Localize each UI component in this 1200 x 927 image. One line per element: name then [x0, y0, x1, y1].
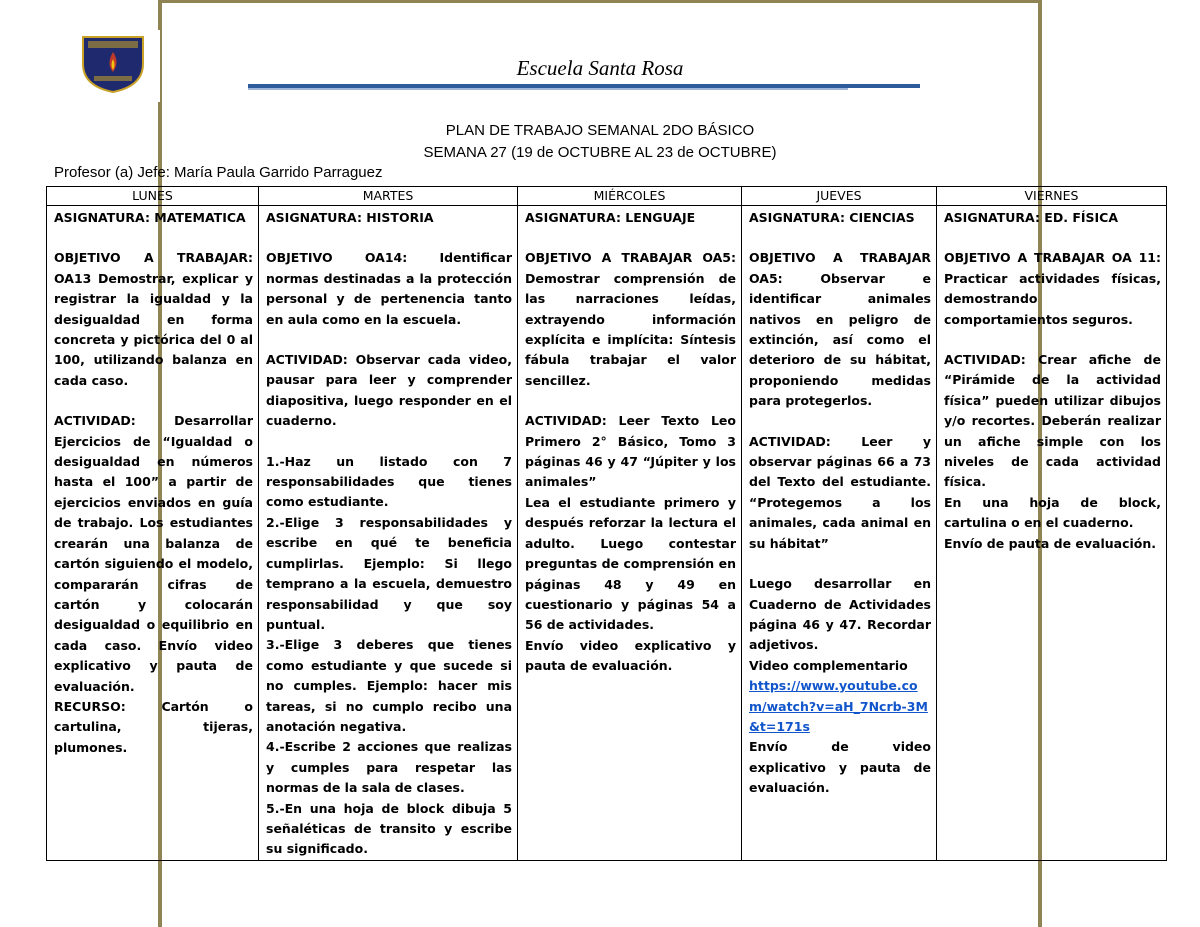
- cell-viernes: [937, 206, 1167, 861]
- activity-text: ACTIVIDAD: Crear afiche de “Pirámide de la actividad física” pueden utilizar dibujos y/o recortes. Deberán realizar un afiche simple con los niveles de cada actividad física.: [944, 352, 1161, 490]
- subject-label: ASIGNATURA: LENGUAJE: [525, 210, 696, 225]
- column-header-jueves: JUEVES: [742, 187, 937, 206]
- plan-title: PLAN DE TRABAJO SEMANAL 2DO BÁSICO: [445, 122, 755, 139]
- subject-label: ASIGNATURA: HISTORIA: [266, 210, 434, 225]
- header-underline-shadow: [248, 88, 848, 90]
- detail-text: Lea el estudiante primero y después reforzar la lectura el adulto. Luego contestar preguntas de comprensión en páginas 48 y 49 en cuestionario y páginas 54 a 56 de actividades.: [525, 494, 736, 633]
- table-header-row: [47, 187, 1167, 206]
- resource-text: RECURSO: Cartón o cartulina, tijeras, plumones.: [54, 698, 253, 755]
- cell-lunes: [47, 206, 259, 861]
- activity-text: ACTIVIDAD: Leer Texto Leo Primero 2° Básico, Tomo 3 páginas 46 y 47 “Júpiter y los animales”: [525, 413, 736, 490]
- activity-text: ACTIVIDAD: Desarrollar Ejercicios de “Igualdad o desigualdad en números hasta el 100” a partir de ejercicios enviados en guía de trabajo. Los estudiantes crearán una balanza de cartón siguiendo el modelo, compararán cifras de cartón y colocarán desigualdad o equilibrio en cada caso. Envío video explicativo y pauta de evaluación.: [54, 413, 253, 694]
- weekly-plan-table: [46, 186, 1167, 861]
- table-row: [47, 206, 1167, 861]
- column-header-viernes: VIERNES: [937, 187, 1167, 206]
- step-item: 5.-En una hoja de block dibuja 5 señaléticas de transito y escribe su significado.: [266, 800, 512, 857]
- detail-text: Luego desarrollar en Cuaderno de Actividades página 46 y 47. Recordar adjetivos.: [749, 576, 931, 653]
- activity-text: ACTIVIDAD: Leer y observar páginas 66 a 73 del Texto del estudiante. “Protegemos a los animales, cada animal en su hábitat”: [749, 433, 931, 551]
- school-crest-icon: [80, 34, 146, 94]
- cell-martes: [259, 206, 518, 861]
- subject-label: ASIGNATURA: MATEMATICA: [54, 210, 246, 225]
- objective-text: OBJETIVO A TRABAJAR OA5: Observar e identificar animales nativos en peligro de extinción, así como el deterioro de su hábitat, proponiendo medidas para protegerlos.: [749, 250, 931, 409]
- closing-text: Envío video explicativo y pauta de evaluación.: [525, 637, 736, 674]
- step-item: 1.-Haz un listado con 7 responsabilidades que tienes como estudiante.: [266, 453, 512, 510]
- column-header-lunes: LUNES: [47, 187, 259, 206]
- cell-jueves: [742, 206, 937, 861]
- cell-miercoles: [518, 206, 742, 861]
- activity-text: ACTIVIDAD: Observar cada video, pausar para leer y comprender diapositiva, luego responder en el cuaderno.: [266, 352, 512, 429]
- plan-week: SEMANA 27 (19 de OCTUBRE AL 23 de OCTUBRE): [423, 144, 777, 161]
- objective-text: OBJETIVO OA14: Identificar normas destinadas a la protección personal y de pertenencia tanto en aula como en la escuela.: [266, 250, 512, 327]
- page-top-border: [158, 0, 1042, 3]
- subject-label: ASIGNATURA: CIENCIAS: [749, 210, 915, 225]
- objective-text: OBJETIVO A TRABAJAR: OA13 Demostrar, explicar y registrar la igualdad y la desigualdad en forma concreta y pictórica del 0 al 100, utilizando balanza en cada caso.: [54, 250, 253, 388]
- school-name: Escuela Santa Rosa: [516, 56, 684, 80]
- subject-label: ASIGNATURA: ED. FÍSICA: [944, 210, 1119, 225]
- step-item: 4.-Escribe 2 acciones que realizas y cumples para respetar las normas de la sala de clases.: [266, 739, 512, 796]
- detail-text: En una hoja de block, cartulina o en el cuaderno.: [944, 494, 1161, 531]
- step-item: 2.-Elige 3 responsabilidades y escribe en qué te beneficia cumplirlas. Ejemplo: Si llego temprano a la escuela, demuestro responsabilidad y que soy puntual.: [266, 514, 512, 632]
- teacher-name: Profesor (a) Jefe: María Paula Garrido Parraguez: [54, 164, 383, 181]
- closing-text: Envío de video explicativo y pauta de evaluación.: [749, 739, 931, 796]
- closing-text: Envío de pauta de evaluación.: [944, 535, 1157, 551]
- objective-text: OBJETIVO A TRABAJAR OA 11: Practicar actividades físicas, demostrando comportamientos seguros.: [944, 250, 1161, 327]
- column-header-miercoles: MIÉRCOLES: [518, 187, 742, 206]
- column-header-martes: MARTES: [259, 187, 518, 206]
- youtube-link[interactable]: https://www.youtube.com/watch?v=aH_7Ncrb-3M&t=171s: [749, 678, 928, 734]
- objective-text: OBJETIVO A TRABAJAR OA5: Demostrar comprensión de las narraciones leídas, extrayendo información explícita e implícita: Síntesis fábula trabajar el valor sencillez.: [525, 250, 736, 388]
- video-label: Video complementario: [749, 657, 908, 673]
- step-item: 3.-Elige 3 deberes que tienes como estudiante y que sucede si no cumples. Ejemplo: hacer mis tareas, si no cumplo recibo una anotación negativa.: [266, 637, 512, 734]
